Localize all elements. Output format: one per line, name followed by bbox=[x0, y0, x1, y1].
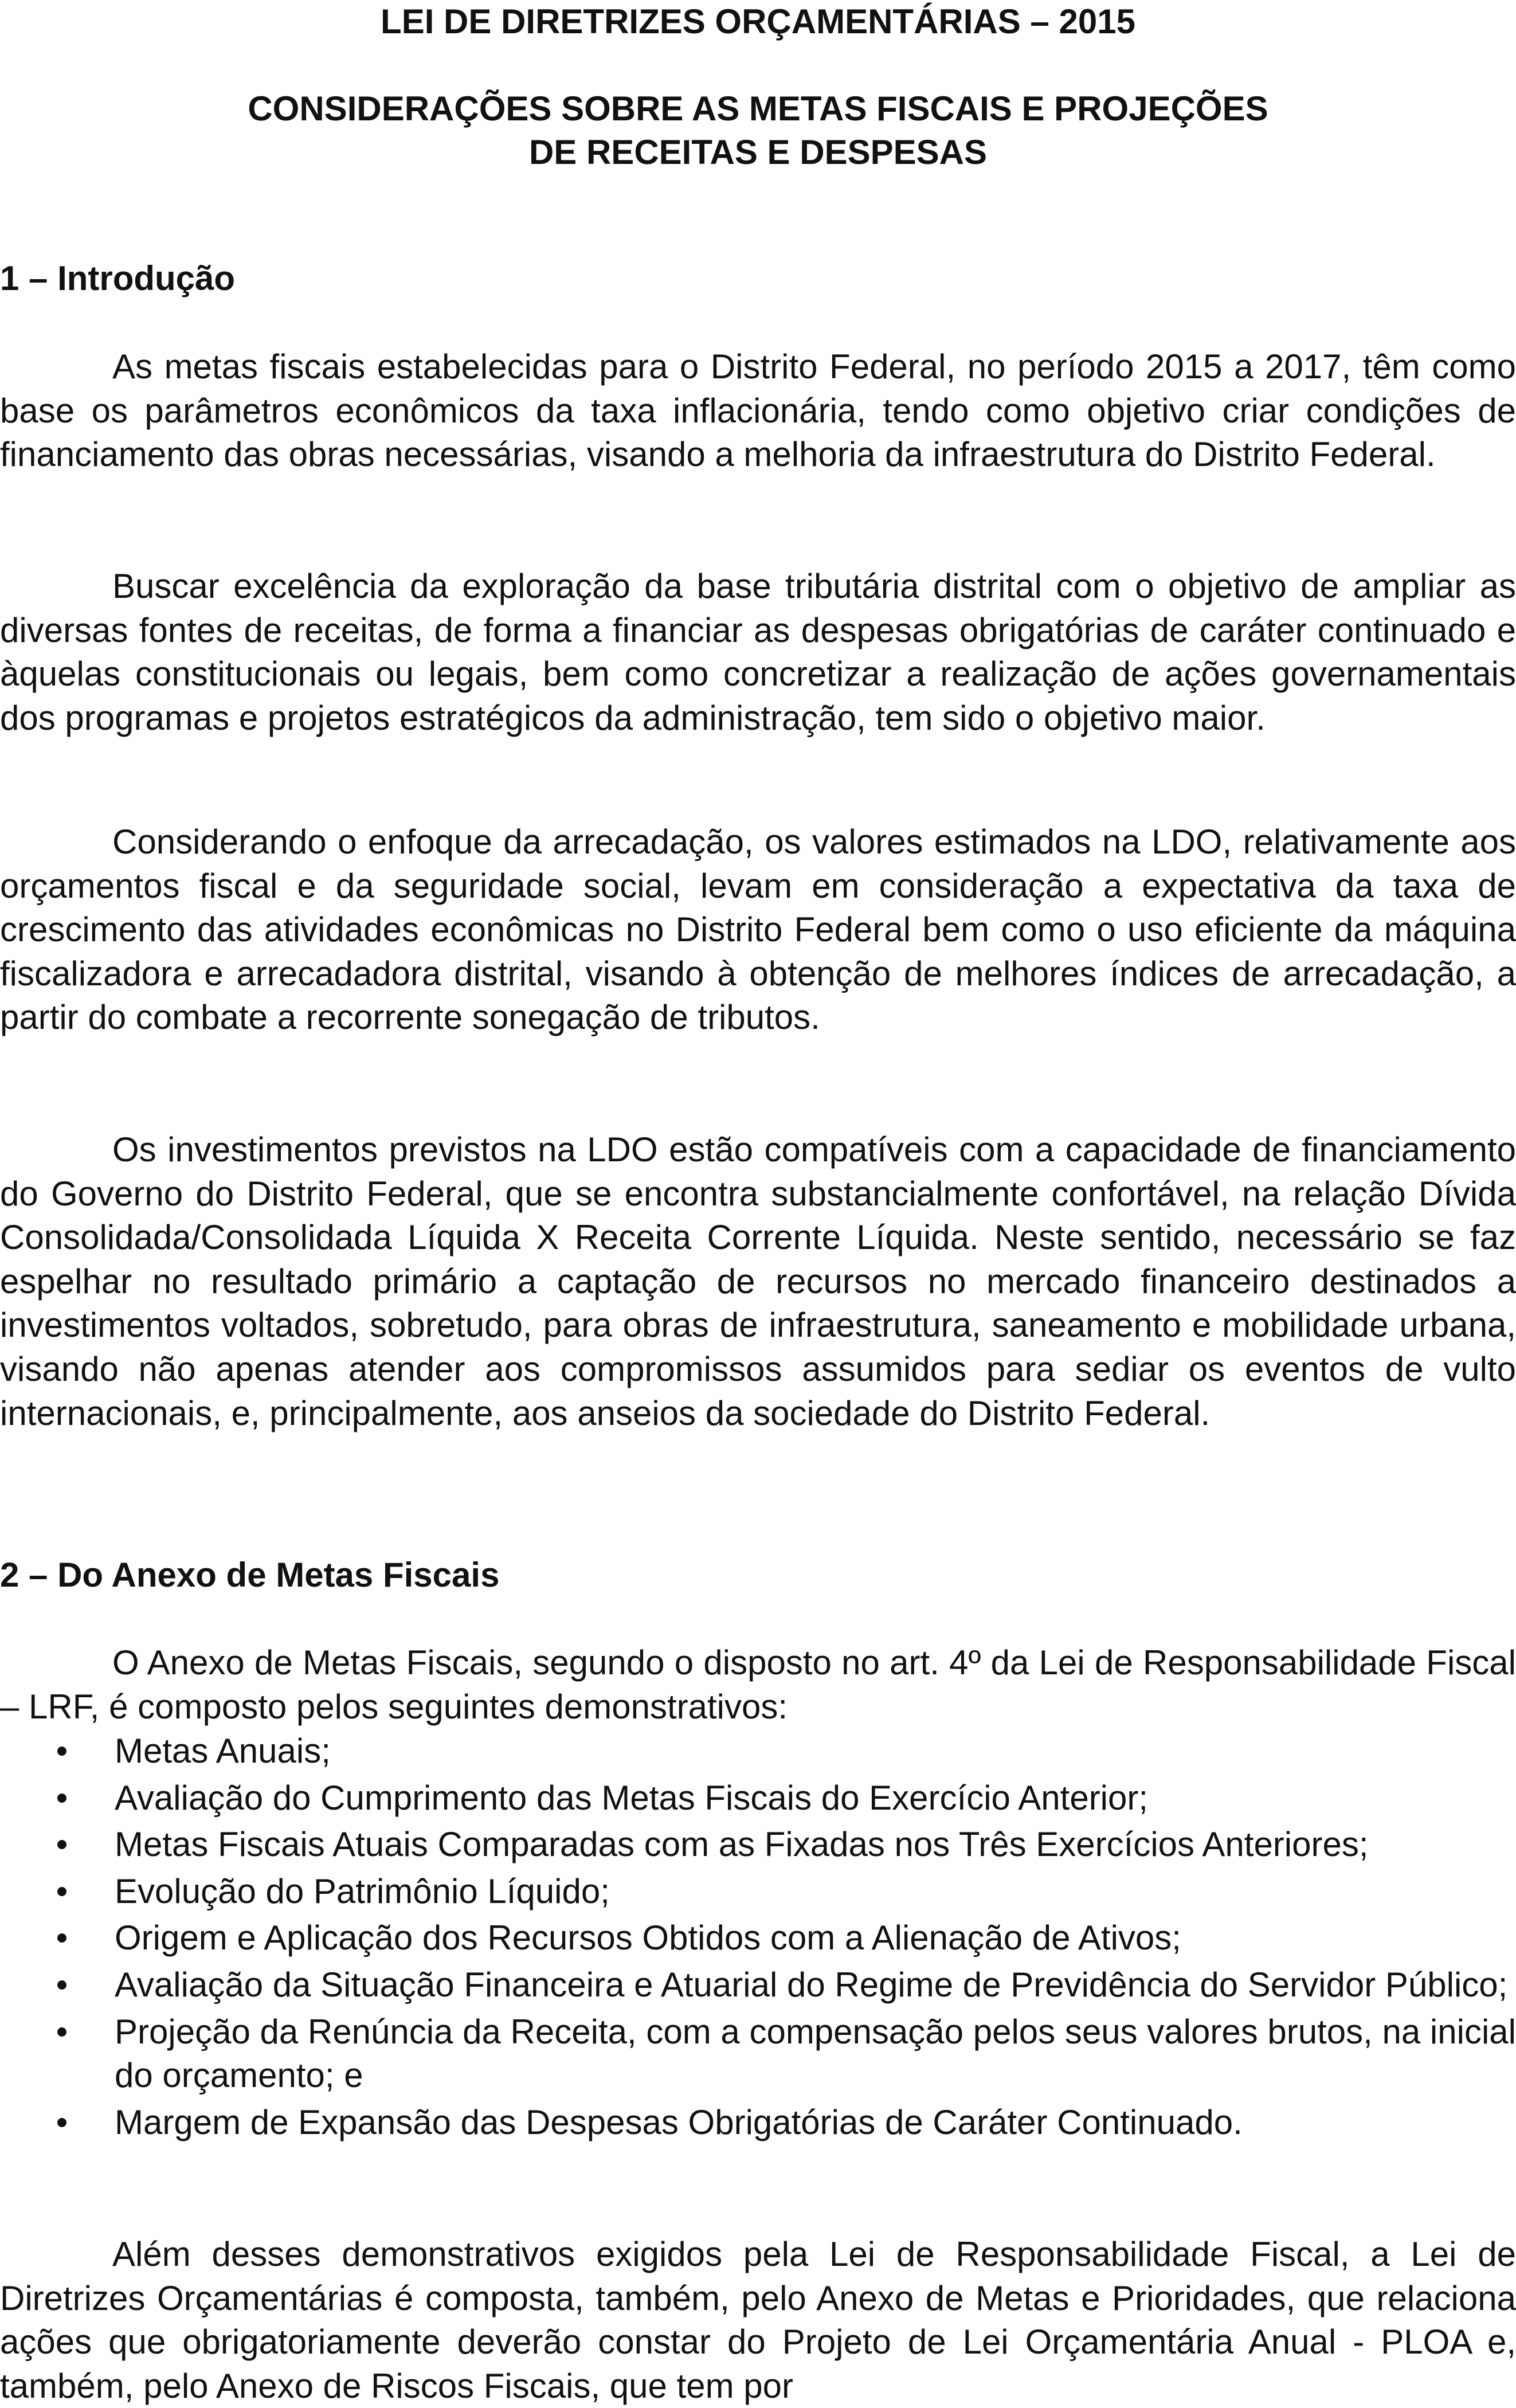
list-item-text: Avaliação da Situação Financeira e Atuarial do Regime de Previdência do Servidor Público; bbox=[115, 1965, 1508, 2004]
list-item-text: Metas Fiscais Atuais Comparadas com as Fixadas nos Três Exercícios Anteriores; bbox=[115, 1825, 1369, 1864]
list-item bbox=[0, 1776, 1516, 1820]
demonstrativos-list bbox=[0, 1729, 1516, 2147]
list-item bbox=[0, 1729, 1516, 1773]
bullet-icon bbox=[57, 1980, 66, 1990]
paragraph: Buscar excelência da exploração da base tributária distrital com o objetivo de ampliar as diversas fontes de receitas, de forma a financiar as despesas obrigatórias de caráter continuado e àquelas constitucionais ou legais, bem como concretizar a realização de ações governamentais dos programas e projetos estratégicos da administração, tem sido o objetivo maior. bbox=[0, 567, 1516, 737]
bullet-icon bbox=[57, 1933, 66, 1943]
list-item-text: Projeção da Renúncia da Receita, com a compensação pelos seus valores brutos, na inicial do orçamento; e bbox=[115, 2012, 1516, 2095]
section-heading-anexo-metas-fiscais: 2 – Do Anexo de Metas Fiscais bbox=[0, 1556, 500, 1594]
list-item bbox=[0, 1916, 1516, 1960]
bullet-icon bbox=[57, 2027, 66, 2037]
list-item-text: Origem e Aplicação dos Recursos Obtidos com a Alienação de Ativos; bbox=[115, 1918, 1181, 1957]
document-subtitle: CONSIDERAÇÕES SOBRE AS METAS FISCAIS E PROJEÇÕES DE RECEITAS E DESPESAS bbox=[248, 89, 1268, 171]
list-item-text: Evolução do Patrimônio Líquido; bbox=[115, 1871, 610, 1910]
document-title: LEI DE DIRETRIZES ORÇAMENTÁRIAS – 2015 bbox=[381, 2, 1135, 41]
list-item bbox=[0, 1963, 1516, 2007]
list-item bbox=[0, 2101, 1516, 2145]
list-item-text: Metas Anuais; bbox=[115, 1732, 331, 1770]
bullet-icon bbox=[57, 1747, 66, 1756]
list-item-text: Avaliação do Cumprimento das Metas Fiscais do Exercício Anterior; bbox=[115, 1778, 1149, 1817]
paragraph: Considerando o enfoque da arrecadação, os valores estimados na LDO, relativamente aos orçamentos fiscal e da seguridade social, levam em consideração a expectativa da taxa de crescimento das atividades econômicas no Distrito Federal bem como o uso eficiente da máquina fiscalizadora e arrecadadora distrital, visando à obtenção de melhores índices de arrecadação, a partir do combate a recorrente sonegação de tributos. bbox=[0, 823, 1516, 1037]
bullet-icon bbox=[57, 1840, 66, 1849]
bullet-icon bbox=[57, 2118, 66, 2127]
bullet-icon bbox=[57, 1794, 66, 1803]
section-heading-introducao: 1 – Introdução bbox=[0, 259, 236, 297]
paragraph: O Anexo de Metas Fiscais, segundo o disposto no art. 4º da Lei de Responsabilidade Fiscal – LRF, é composto pelos seguintes demonstrativos: bbox=[0, 1643, 1516, 1726]
paragraph: As metas fiscais estabelecidas para o Distrito Federal, no período 2015 a 2017, têm como base os parâmetros econômicos da taxa inflacionária, tendo como objetivo criar condições de financiamento das obras necessárias, visando a melhoria da infraestrutura do Distrito Federal. bbox=[0, 347, 1516, 474]
paragraph: Além desses demonstrativos exigidos pela Lei de Responsabilidade Fiscal, a Lei de Diretrizes Orçamentárias é composta, também, pelo Anexo de Metas e Prioridades, que relaciona ações que obrigatoriamente deverão constar do Projeto de Lei Orçamentária Anual - PLOA e, também, pelo Anexo de Riscos Fiscais, que tem por bbox=[0, 2235, 1516, 2405]
bullet-icon bbox=[57, 1887, 66, 1896]
paragraph: Os investimentos previstos na LDO estão compatíveis com a capacidade de financiamento do Governo do Distrito Federal, que se encontra substancialmente confortável, na relação Dívida Consolidada/Consolidada Líquida X Receita Corrente Líquida. Neste sentido, necessário se faz espelhar no resultado primário a captação de recursos no mercado financeiro destinados a investimentos voltados, sobretudo, para obras de infraestrutura, saneamento e mobilidade urbana, visando não apenas atender aos compromissos assumidos para sediar os eventos de vulto internacionais, e, principalmente, aos anseios da sociedade do Distrito Federal. bbox=[0, 1130, 1516, 1432]
list-item bbox=[0, 1870, 1516, 1914]
list-item bbox=[0, 1823, 1516, 1867]
list-item bbox=[0, 2010, 1516, 2098]
list-item-text: Margem de Expansão das Despesas Obrigatórias de Caráter Continuado. bbox=[115, 2102, 1243, 2141]
